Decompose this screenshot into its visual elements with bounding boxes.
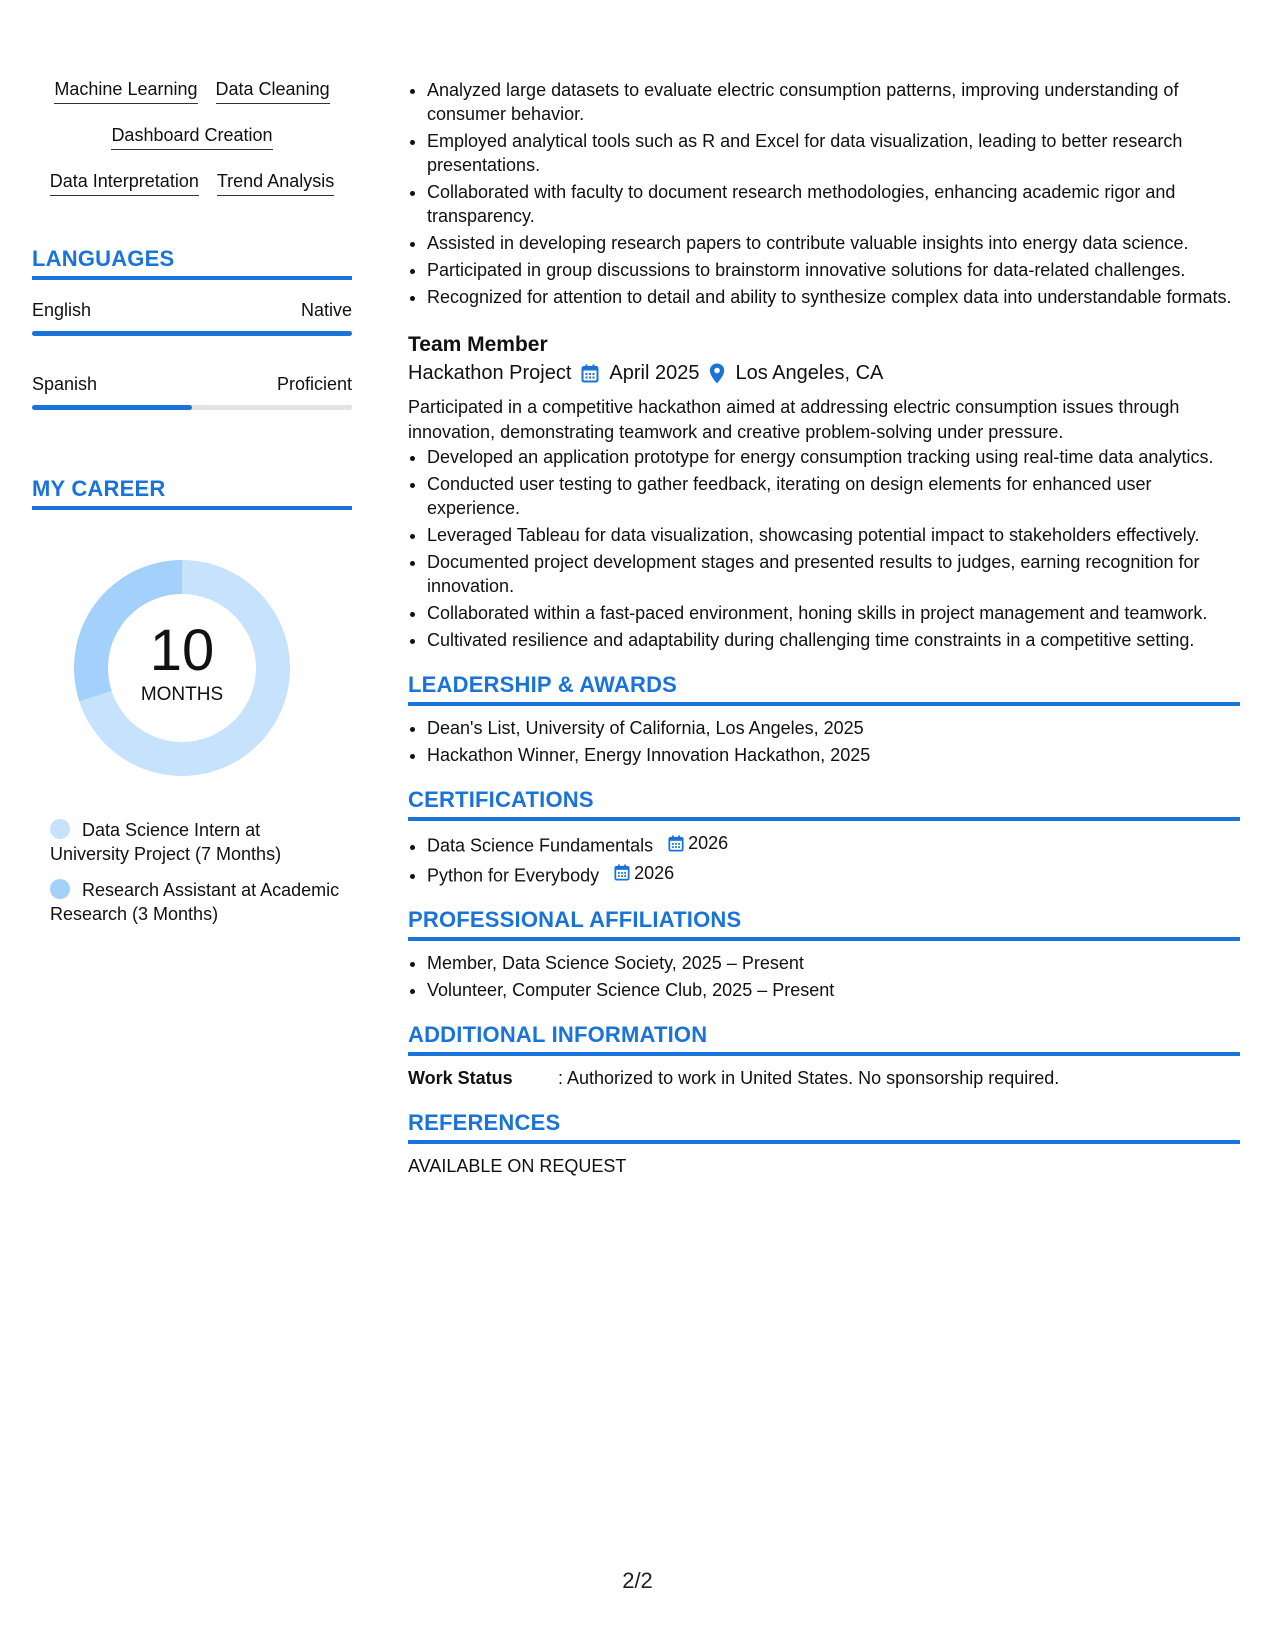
language-name: Spanish — [32, 374, 98, 394]
certification-item — [427, 831, 1240, 858]
bullet-item: • Conducted user testing to gather feedback, iterating on design elements for enhanced user experience. — [427, 472, 1240, 520]
bullet-item: • Collaborated with faculty to document research methodologies, enhancing academic rigor and transparency. — [427, 180, 1240, 228]
affiliation-item: • Member, Data Science Society, 2025 – Present — [427, 951, 1240, 975]
job-date: April 2025 — [609, 362, 700, 384]
left-column — [32, 78, 352, 938]
awards-list — [408, 716, 1240, 767]
legend-dot — [50, 819, 70, 839]
skill-tag: Data Cleaning — [216, 78, 330, 104]
certification-item — [427, 861, 1240, 888]
work-status-value: : Authorized to work in United States. No sponsorship required. — [558, 1068, 1060, 1088]
skills-list — [32, 78, 352, 196]
work-status-row — [408, 1066, 1240, 1090]
certification-year: 2026 — [634, 862, 675, 883]
language-level: Native — [300, 300, 352, 320]
bullet-item: • Leveraged Tableau for data visualization, showcasing potential impact to stakeholders effectively. — [427, 523, 1240, 547]
career-total-value: 10 — [149, 618, 215, 683]
affiliations-list — [408, 951, 1240, 1002]
legend-dot — [50, 879, 70, 899]
languages-heading: LANGUAGES — [32, 246, 352, 280]
awards-heading: LEADERSHIP & AWARDS — [408, 672, 1240, 706]
bullet-item: • Documented project development stages and presented results to judges, earning recognition for innovation. — [427, 550, 1240, 598]
bullet-item: • Recognized for attention to detail and ability to synthesize complex data into understandable formats. — [427, 285, 1240, 309]
right-column — [408, 78, 1240, 1178]
certifications-heading: CERTIFICATIONS — [408, 787, 1240, 821]
job-meta — [408, 359, 1240, 387]
bullet-item: • Collaborated within a fast-paced environment, honing skills in project management and teamwork. — [427, 601, 1240, 625]
certification-name: Data Science Fundamentals — [427, 835, 654, 856]
job-title: Team Member — [408, 333, 548, 356]
award-item: • Hackathon Winner, Energy Innovation Hackathon, 2025 — [427, 743, 1240, 767]
language-bar-fill — [32, 405, 192, 410]
references-heading: REFERENCES — [408, 1110, 1240, 1144]
bullet-item: • Analyzed large datasets to evaluate electric consumption patterns, improving understanding of consumer behavior. — [427, 78, 1240, 126]
bullet-item: • Cultivated resilience and adaptability during challenging time constraints in a competitive setting. — [427, 628, 1240, 652]
calendar-icon — [614, 864, 630, 881]
bullet-item: • Assisted in developing research papers to contribute valuable insights into energy data science. — [427, 231, 1240, 255]
legend-label: Data Science Intern at University Project (7 Months) — [50, 820, 282, 864]
affiliations-heading: PROFESSIONAL AFFILIATIONS — [408, 907, 1240, 941]
job-org: Hackathon Project — [408, 362, 572, 384]
certification-year: 2026 — [688, 833, 729, 853]
bullet-item: • Participated in group discussions to brainstorm innovative solutions for data-related challenges. — [427, 258, 1240, 282]
language-name: English — [32, 300, 92, 320]
calendar-icon — [581, 364, 599, 383]
affiliation-item: • Volunteer, Computer Science Club, 2025 – Present — [427, 978, 1240, 1002]
career-total-unit: MONTHS — [140, 684, 224, 705]
award-item: • Dean's List, University of California, Los Angeles, 2025 — [427, 716, 1240, 740]
language-level: Proficient — [276, 374, 352, 394]
legend-item — [50, 818, 340, 866]
career-legend — [50, 818, 340, 926]
bullet-item: • Employed analytical tools such as R and Excel for data visualization, leading to better research presentations. — [427, 129, 1240, 177]
location-pin-icon — [709, 363, 725, 384]
skill-tag: Dashboard Creation — [111, 124, 272, 150]
language-bar — [32, 331, 352, 336]
language-item — [32, 298, 352, 336]
language-bar — [32, 405, 352, 410]
job-bullets — [408, 445, 1240, 652]
language-bar-fill — [32, 331, 352, 336]
skill-tag: Data Interpretation — [50, 170, 199, 196]
skill-tag: Machine Learning — [54, 78, 197, 104]
career-donut — [66, 552, 298, 784]
languages-list — [32, 298, 352, 410]
legend-item — [50, 878, 340, 926]
work-status-label: Work Status — [408, 1068, 513, 1088]
job-description: Participated in a competitive hackathon aimed at addressing electric consumption issues through innovation, demonstrating teamwork and creative problem-solving under pressure. — [408, 397, 1180, 442]
skill-tag: Trend Analysis — [217, 170, 334, 196]
certification-name: Python for Everybody — [427, 865, 600, 885]
previous-job-bullets — [408, 78, 1240, 309]
calendar-icon — [668, 835, 684, 852]
job-location: Los Angeles, CA — [735, 362, 884, 384]
legend-label: Research Assistant at Academic Research (3 Months) — [50, 880, 340, 924]
bullet-item: • Developed an application prototype for energy consumption tracking using real-time data analytics. — [427, 445, 1240, 469]
certifications-list — [408, 831, 1240, 887]
additional-info-heading: ADDITIONAL INFORMATION — [408, 1022, 1240, 1056]
language-item — [32, 372, 352, 410]
page-number: 2/2 — [622, 1568, 653, 1593]
references-text: AVAILABLE ON REQUEST — [408, 1156, 627, 1176]
career-heading: MY CAREER — [32, 476, 352, 510]
